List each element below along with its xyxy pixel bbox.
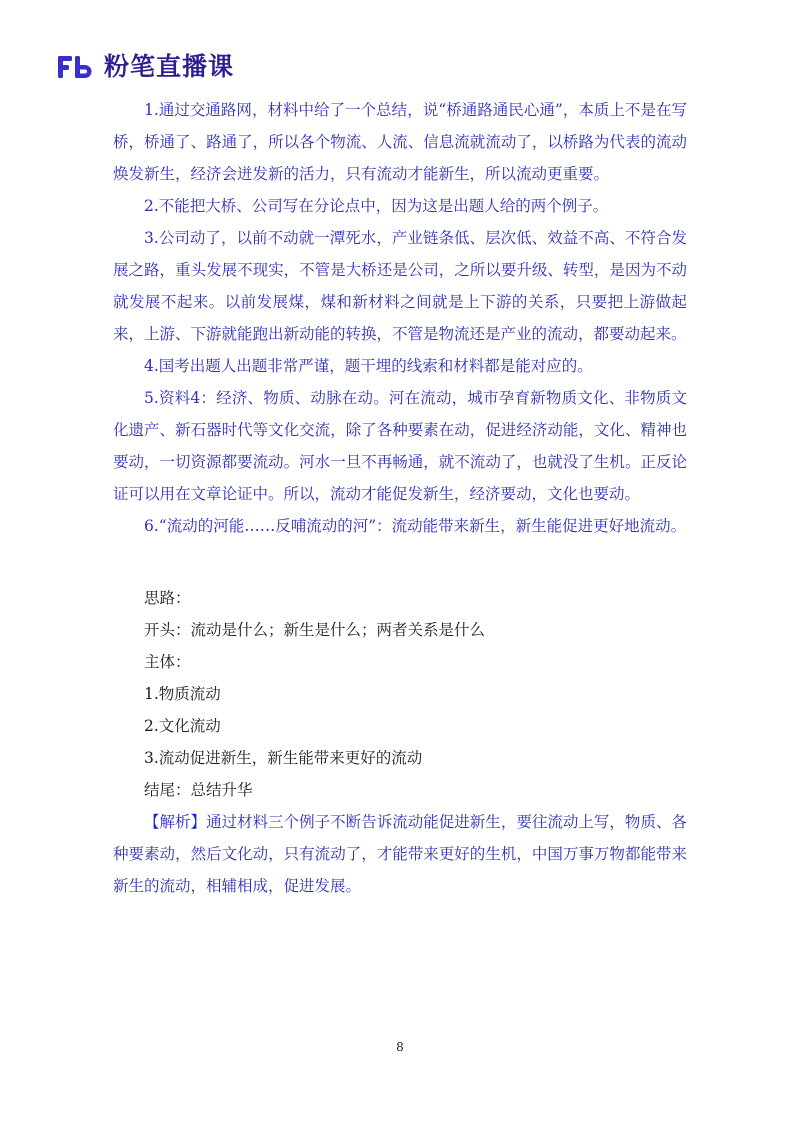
brand-logo bbox=[56, 50, 234, 84]
point-4: 4.国考出题人出题非常严谨，题干埋的线索和材料都是能对应的。 bbox=[144, 357, 593, 375]
page-number: 8 bbox=[396, 1040, 404, 1054]
outline-body-heading: 主体： bbox=[144, 653, 191, 671]
outline-body-3: 3.流动促进新生，新生能带来更好的流动 bbox=[144, 749, 423, 767]
point-6: 6.“流动的河能……反哺流动的河”：流动能带来新生，新生能促进更好地流动。 bbox=[144, 517, 687, 535]
analysis-tag: 【解析】 bbox=[144, 813, 207, 831]
analysis-paragraph bbox=[113, 806, 687, 902]
logo-text: 粉笔直播课 bbox=[104, 52, 235, 81]
point-5: 5.资料4：经济、物质、动脉在动。河在流动，城市孕育新物质文化、非物质文化遗产、新石器时代等文化交流，除了各种要素在动，促进经济动能，文化、精神也要动，一切资源都要流动。河水一旦不再畅通，就不流动了，也就没了生机。正反论证可以用在文章论证中。所以，流动才能促发新生，经济要动，文化也要动。 bbox=[113, 389, 687, 503]
fb-logo-icon bbox=[56, 52, 96, 82]
section-gap bbox=[113, 542, 687, 582]
point-3: 3.公司动了，以前不动就一潭死水，产业链条低、层次低、效益不高、不符合发展之路，重头发展不现实，不管是大桥还是公司，之所以要升级、转型，是因为不动就发展不起来。以前发展煤，煤和新材料之间就是上下游的关系，只要把上游做起来，上游、下游就能跑出新动能的转换，不管是物流还是产业的流动，都要动起来。 bbox=[113, 229, 687, 343]
outline-body-1: 1.物质流动 bbox=[144, 685, 221, 703]
analysis-text: 通过材料三个例子不断告诉流动能促进新生，要往流动上写，物质、各种要素动，然后文化动，只有流动了，才能带来更好的生机，中国万事万物都能带来新生的流动，相辅相成，促进发展。 bbox=[113, 813, 687, 895]
outline-body-2: 2.文化流动 bbox=[144, 717, 221, 735]
outline-opening: 开头：流动是什么；新生是什么；两者关系是什么 bbox=[144, 621, 486, 639]
outline-ending: 结尾：总结升华 bbox=[144, 781, 253, 799]
point-2: 2.不能把大桥、公司写在分论点中，因为这是出题人给的两个例子。 bbox=[144, 197, 609, 215]
outline-heading: 思路： bbox=[144, 589, 191, 607]
document-body bbox=[113, 94, 687, 902]
point-1: 1.通过交通路网，材料中给了一个总结，说“桥通路通民心通”，本质上不是在写桥，桥通了、路通了，所以各个物流、人流、信息流就流动了，以桥路为代表的流动焕发新生，经济会迸发新的活力，只有流动才能新生，所以流动更重要。 bbox=[113, 101, 687, 183]
